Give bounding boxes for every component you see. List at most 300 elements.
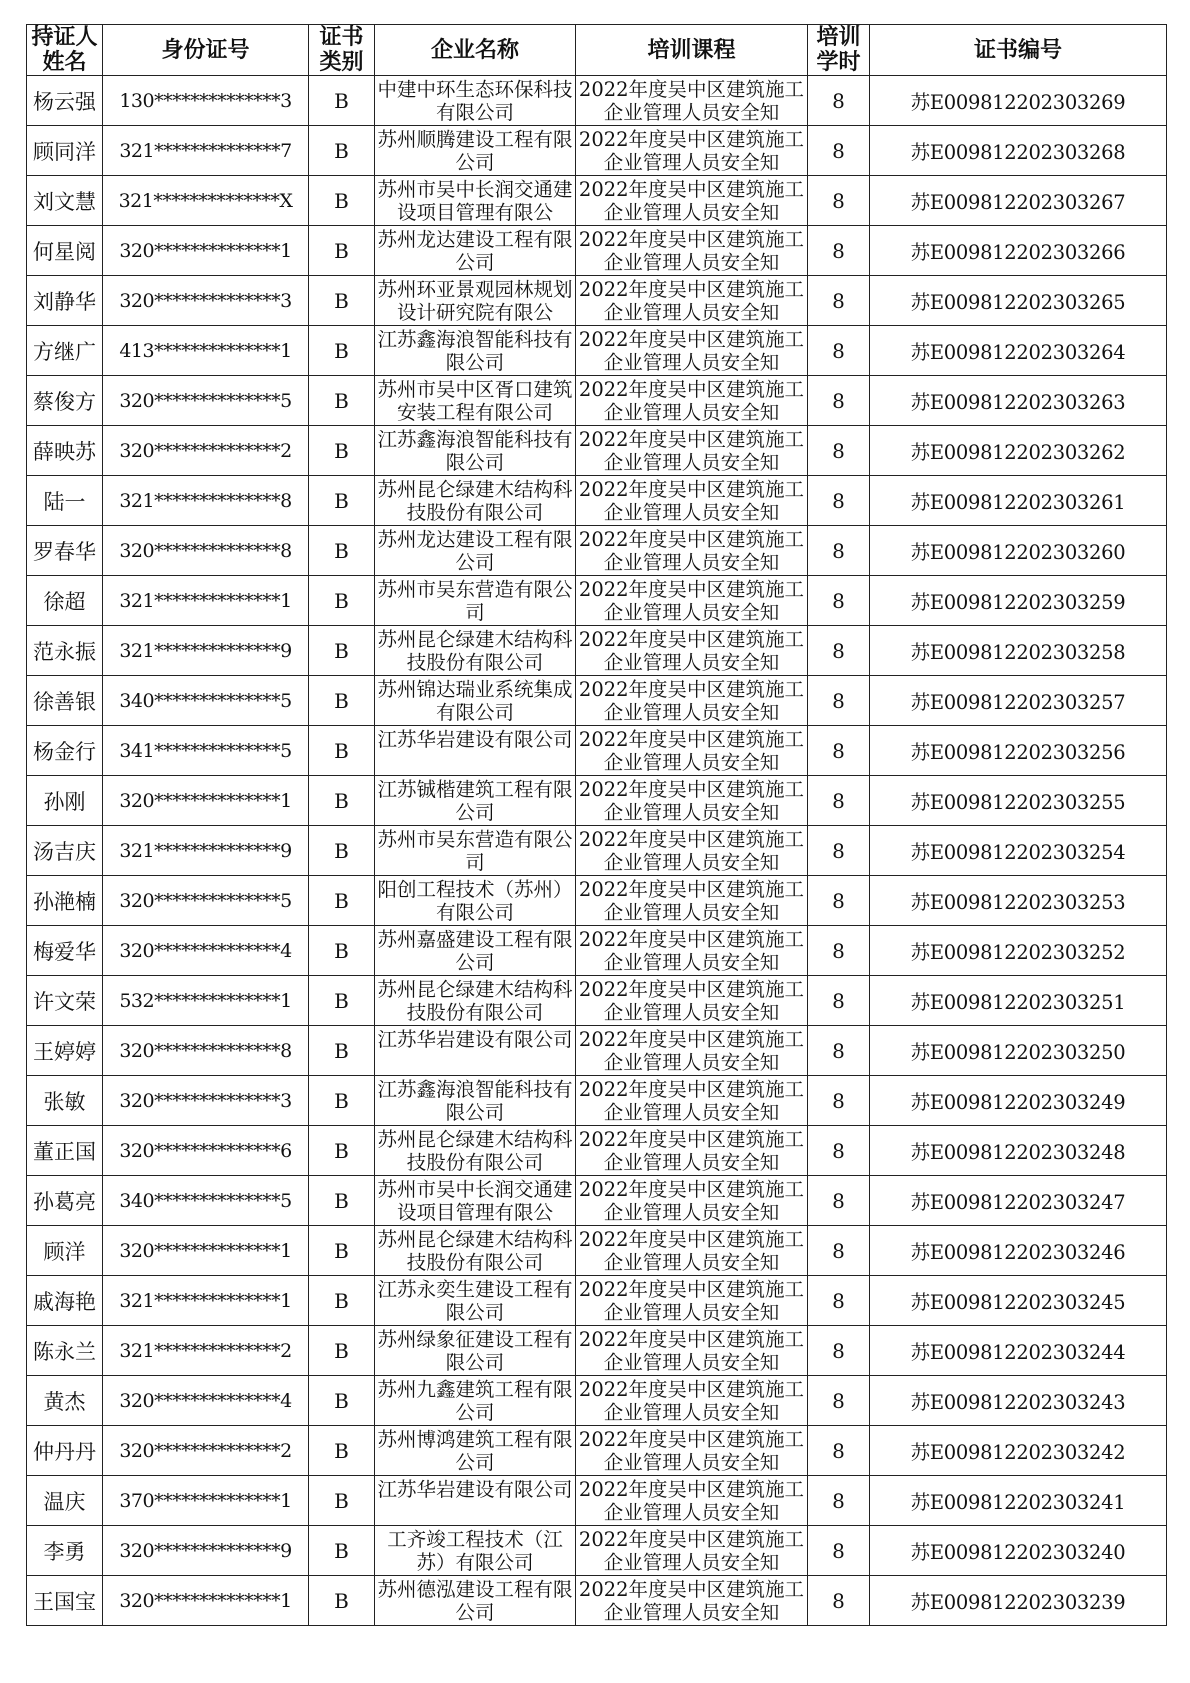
holder-name-cell: 何星阅: [27, 226, 103, 276]
company-cell: [375, 76, 576, 126]
cert-number-cell: 苏E009812202303250: [870, 1026, 1167, 1076]
company-cell: [375, 476, 576, 526]
holder-name-cell: 王国宝: [27, 1576, 103, 1626]
cert-type-cell: B: [309, 126, 375, 176]
hours-cell: 8: [808, 726, 870, 776]
header-cert-type: 证书类别: [309, 25, 375, 76]
company-cell-text: 苏州市吴东营造有限公司: [377, 827, 573, 874]
cert-number-cell: 苏E009812202303263: [870, 376, 1167, 426]
hours-cell: 8: [808, 926, 870, 976]
cert-type-cell: B: [309, 1076, 375, 1126]
cert-type-cell: B: [309, 1376, 375, 1426]
cert-number-cell: 苏E009812202303249: [870, 1076, 1167, 1126]
table-row: [27, 776, 1167, 826]
header-company: 企业名称: [375, 25, 576, 76]
company-cell: [375, 1426, 576, 1476]
course-cell-text: 2022年度吴中区建筑施工企业管理人员安全知: [578, 427, 805, 474]
id-number-cell: 321**************9: [103, 826, 309, 876]
company-cell-text: 苏州德泓建设工程有限公司: [377, 1577, 573, 1624]
cert-number-cell: 苏E009812202303242: [870, 1426, 1167, 1476]
hours-cell: 8: [808, 1226, 870, 1276]
hours-cell: 8: [808, 176, 870, 226]
hours-cell: 8: [808, 826, 870, 876]
cert-number-cell: 苏E009812202303258: [870, 626, 1167, 676]
company-cell-text: 江苏鑫海浪智能科技有限公司: [377, 327, 573, 374]
id-number-cell: 321**************7: [103, 126, 309, 176]
company-cell-text: 苏州环亚景观园林规划设计研究院有限公: [377, 277, 573, 324]
id-number-cell: 370**************1: [103, 1476, 309, 1526]
course-cell-text: 2022年度吴中区建筑施工企业管理人员安全知: [578, 727, 805, 774]
company-cell-text: 阳创工程技术（苏州）有限公司: [377, 877, 573, 924]
course-cell-text: 2022年度吴中区建筑施工企业管理人员安全知: [578, 1127, 805, 1174]
company-cell: [375, 326, 576, 376]
course-cell: [576, 976, 808, 1026]
company-cell-text: 苏州锦达瑞业系统集成有限公司: [377, 677, 573, 724]
hours-cell: 8: [808, 526, 870, 576]
course-cell-text: 2022年度吴中区建筑施工企业管理人员安全知: [578, 1477, 805, 1524]
course-cell: [576, 126, 808, 176]
cert-type-cell: B: [309, 226, 375, 276]
course-cell: [576, 1276, 808, 1326]
course-cell: [576, 526, 808, 576]
cert-number-cell: 苏E009812202303239: [870, 1576, 1167, 1626]
table-row: [27, 1176, 1167, 1226]
cert-type-cell: B: [309, 576, 375, 626]
cert-number-cell: 苏E009812202303253: [870, 876, 1167, 926]
company-cell-text: 苏州龙达建设工程有限公司: [377, 227, 573, 274]
hours-cell: 8: [808, 76, 870, 126]
header-course: 培训课程: [576, 25, 808, 76]
holder-name-cell: 张敏: [27, 1076, 103, 1126]
table-row: [27, 826, 1167, 876]
cert-number-cell: 苏E009812202303257: [870, 676, 1167, 726]
table-row: [27, 1426, 1167, 1476]
course-cell-text: 2022年度吴中区建筑施工企业管理人员安全知: [578, 1577, 805, 1624]
table-row: [27, 76, 1167, 126]
hours-cell: 8: [808, 1326, 870, 1376]
company-cell-text: 苏州嘉盛建设工程有限公司: [377, 927, 573, 974]
cert-number-cell: 苏E009812202303244: [870, 1326, 1167, 1376]
cert-number-cell: 苏E009812202303245: [870, 1276, 1167, 1326]
company-cell: [375, 1226, 576, 1276]
cert-type-cell: B: [309, 1176, 375, 1226]
cert-type-cell: B: [309, 476, 375, 526]
course-cell: [576, 1126, 808, 1176]
table-row: [27, 126, 1167, 176]
course-cell: [576, 376, 808, 426]
holder-name-cell: 刘文慧: [27, 176, 103, 226]
course-cell: [576, 626, 808, 676]
cert-type-cell: B: [309, 1226, 375, 1276]
company-cell: [375, 1526, 576, 1576]
id-number-cell: 320**************1: [103, 1576, 309, 1626]
id-number-cell: 130**************3: [103, 76, 309, 126]
holder-name-cell: 范永振: [27, 626, 103, 676]
company-cell-text: 苏州市吴中长润交通建设项目管理有限公: [377, 1177, 573, 1224]
table-row: [27, 676, 1167, 726]
id-number-cell: 413**************1: [103, 326, 309, 376]
holder-name-cell: 蔡俊方: [27, 376, 103, 426]
holder-name-cell: 温庆: [27, 1476, 103, 1526]
company-cell-text: 工齐竣工程技术（江苏）有限公司: [387, 1527, 563, 1574]
company-cell-text: 江苏华岩建设有限公司: [377, 1477, 573, 1501]
course-cell-text: 2022年度吴中区建筑施工企业管理人员安全知: [578, 1377, 805, 1424]
course-cell-text: 2022年度吴中区建筑施工企业管理人员安全知: [578, 1277, 805, 1324]
company-cell: [375, 976, 576, 1026]
table-row: [27, 1526, 1167, 1576]
hours-cell: 8: [808, 1376, 870, 1426]
course-cell: [576, 276, 808, 326]
company-cell: [375, 876, 576, 926]
company-cell: [375, 576, 576, 626]
company-cell-text: 江苏鑫海浪智能科技有限公司: [377, 1077, 573, 1124]
course-cell: [576, 1226, 808, 1276]
company-cell-text: 苏州市吴中区胥口建筑安装工程有限公司: [377, 377, 573, 424]
holder-name-cell: 董正国: [27, 1126, 103, 1176]
holder-name-cell: 黄杰: [27, 1376, 103, 1426]
course-cell-text: 2022年度吴中区建筑施工企业管理人员安全知: [578, 1427, 805, 1474]
company-cell: [375, 226, 576, 276]
cert-type-cell: B: [309, 1426, 375, 1476]
id-number-cell: 320**************2: [103, 1426, 309, 1476]
course-cell: [576, 876, 808, 926]
company-cell: [375, 176, 576, 226]
course-cell: [576, 726, 808, 776]
cert-number-cell: 苏E009812202303255: [870, 776, 1167, 826]
course-cell-text: 2022年度吴中区建筑施工企业管理人员安全知: [578, 1227, 805, 1274]
course-cell-text: 2022年度吴中区建筑施工企业管理人员安全知: [578, 1027, 805, 1074]
holder-name-cell: 杨金行: [27, 726, 103, 776]
cert-number-cell: 苏E009812202303264: [870, 326, 1167, 376]
company-cell: [375, 1076, 576, 1126]
cert-number-cell: 苏E009812202303246: [870, 1226, 1167, 1276]
cert-type-cell: B: [309, 626, 375, 676]
holder-name-cell: 许文荣: [27, 976, 103, 1026]
table-row: [27, 926, 1167, 976]
course-cell: [576, 926, 808, 976]
id-number-cell: 321**************1: [103, 1276, 309, 1326]
course-cell: [576, 1176, 808, 1226]
company-cell-text: 苏州市吴东营造有限公司: [377, 577, 573, 624]
company-cell: [375, 776, 576, 826]
company-cell: [375, 1326, 576, 1376]
table-row: [27, 1326, 1167, 1376]
table-row: [27, 276, 1167, 326]
id-number-cell: 320**************4: [103, 926, 309, 976]
hours-cell: 8: [808, 1576, 870, 1626]
course-cell-text: 2022年度吴中区建筑施工企业管理人员安全知: [578, 77, 805, 124]
course-cell: [576, 1526, 808, 1576]
course-cell-text: 2022年度吴中区建筑施工企业管理人员安全知: [578, 927, 805, 974]
id-number-cell: 321**************8: [103, 476, 309, 526]
id-number-cell: 532**************1: [103, 976, 309, 1026]
company-cell-text: 苏州顺腾建设工程有限公司: [377, 127, 573, 174]
cert-number-cell: 苏E009812202303254: [870, 826, 1167, 876]
cert-type-cell: B: [309, 676, 375, 726]
company-cell-text: 江苏鑫海浪智能科技有限公司: [377, 427, 573, 474]
table-row: [27, 626, 1167, 676]
holder-name-cell: 仲丹丹: [27, 1426, 103, 1476]
cert-type-cell: B: [309, 176, 375, 226]
course-cell-text: 2022年度吴中区建筑施工企业管理人员安全知: [578, 577, 805, 624]
hours-cell: 8: [808, 1426, 870, 1476]
cert-type-cell: B: [309, 276, 375, 326]
certificate-table: [26, 24, 1167, 1626]
hours-cell: 8: [808, 1076, 870, 1126]
company-cell: [375, 1126, 576, 1176]
company-cell: [375, 1576, 576, 1626]
hours-cell: 8: [808, 1126, 870, 1176]
id-number-cell: 320**************8: [103, 1026, 309, 1076]
cert-type-cell: B: [309, 76, 375, 126]
table-row: [27, 1126, 1167, 1176]
company-cell: [375, 1476, 576, 1526]
table-row: [27, 1576, 1167, 1626]
cert-number-cell: 苏E009812202303248: [870, 1126, 1167, 1176]
header-id-number: 身份证号: [103, 25, 309, 76]
id-number-cell: 320**************5: [103, 376, 309, 426]
hours-cell: 8: [808, 476, 870, 526]
course-cell-text: 2022年度吴中区建筑施工企业管理人员安全知: [578, 377, 805, 424]
company-cell-text: 苏州昆仑绿建木结构科技股份有限公司: [377, 1127, 573, 1174]
holder-name-cell: 孙葛亮: [27, 1176, 103, 1226]
id-number-cell: 320**************1: [103, 226, 309, 276]
table-row: [27, 1076, 1167, 1126]
course-cell-text: 2022年度吴中区建筑施工企业管理人员安全知: [578, 477, 805, 524]
holder-name-cell: 徐善银: [27, 676, 103, 726]
course-cell: [576, 1476, 808, 1526]
company-cell: [375, 926, 576, 976]
table-row: [27, 1276, 1167, 1326]
table-row: [27, 376, 1167, 426]
holder-name-cell: 杨云强: [27, 76, 103, 126]
course-cell-text: 2022年度吴中区建筑施工企业管理人员安全知: [578, 777, 805, 824]
company-cell: [375, 676, 576, 726]
cert-number-cell: 苏E009812202303251: [870, 976, 1167, 1026]
holder-name-cell: 顾洋: [27, 1226, 103, 1276]
id-number-cell: 320**************1: [103, 1226, 309, 1276]
holder-name-cell: 梅爱华: [27, 926, 103, 976]
cert-type-cell: B: [309, 1126, 375, 1176]
id-number-cell: 320**************8: [103, 526, 309, 576]
cert-number-cell: 苏E009812202303261: [870, 476, 1167, 526]
id-number-cell: 340**************5: [103, 676, 309, 726]
cert-number-cell: 苏E009812202303243: [870, 1376, 1167, 1426]
company-cell-text: 苏州昆仑绿建木结构科技股份有限公司: [377, 977, 573, 1024]
id-number-cell: 321**************X: [103, 176, 309, 226]
company-cell: [375, 1376, 576, 1426]
company-cell-text: 中建中环生态环保科技有限公司: [377, 77, 573, 124]
course-cell-text: 2022年度吴中区建筑施工企业管理人员安全知: [578, 127, 805, 174]
company-cell: [375, 126, 576, 176]
company-cell: [375, 726, 576, 776]
company-cell-text: 苏州龙达建设工程有限公司: [377, 527, 573, 574]
course-cell-text: 2022年度吴中区建筑施工企业管理人员安全知: [578, 277, 805, 324]
table-row: [27, 476, 1167, 526]
course-cell-text: 2022年度吴中区建筑施工企业管理人员安全知: [578, 1077, 805, 1124]
course-cell: [576, 776, 808, 826]
course-cell-text: 2022年度吴中区建筑施工企业管理人员安全知: [578, 1527, 805, 1574]
course-cell: [576, 576, 808, 626]
cert-type-cell: B: [309, 876, 375, 926]
cert-number-cell: 苏E009812202303267: [870, 176, 1167, 226]
table-row: [27, 326, 1167, 376]
table-row: [27, 1476, 1167, 1526]
cert-type-cell: B: [309, 1026, 375, 1076]
hours-cell: 8: [808, 126, 870, 176]
table-row: [27, 1376, 1167, 1426]
course-cell-text: 2022年度吴中区建筑施工企业管理人员安全知: [578, 977, 805, 1024]
table-row: [27, 1026, 1167, 1076]
cert-type-cell: B: [309, 826, 375, 876]
company-cell-text: 江苏华岩建设有限公司: [377, 727, 573, 751]
holder-name-cell: 汤吉庆: [27, 826, 103, 876]
table-row: [27, 426, 1167, 476]
cert-type-cell: B: [309, 1326, 375, 1376]
id-number-cell: 340**************5: [103, 1176, 309, 1226]
course-cell: [576, 1326, 808, 1376]
hours-cell: 8: [808, 876, 870, 926]
id-number-cell: 341**************5: [103, 726, 309, 776]
table-row: [27, 1226, 1167, 1276]
hours-cell: 8: [808, 1276, 870, 1326]
company-cell: [375, 1176, 576, 1226]
course-cell-text: 2022年度吴中区建筑施工企业管理人员安全知: [578, 1327, 805, 1374]
cert-type-cell: B: [309, 1276, 375, 1326]
cert-number-cell: 苏E009812202303260: [870, 526, 1167, 576]
hours-cell: 8: [808, 226, 870, 276]
hours-cell: 8: [808, 276, 870, 326]
hours-cell: 8: [808, 326, 870, 376]
table-row: [27, 576, 1167, 626]
holder-name-cell: 方继广: [27, 326, 103, 376]
course-cell: [576, 676, 808, 726]
company-cell: [375, 1026, 576, 1076]
hours-cell: 8: [808, 676, 870, 726]
cert-number-cell: 苏E009812202303269: [870, 76, 1167, 126]
course-cell-text: 2022年度吴中区建筑施工企业管理人员安全知: [578, 627, 805, 674]
course-cell-text: 2022年度吴中区建筑施工企业管理人员安全知: [578, 877, 805, 924]
id-number-cell: 320**************4: [103, 1376, 309, 1426]
holder-name-cell: 罗春华: [27, 526, 103, 576]
course-cell-text: 2022年度吴中区建筑施工企业管理人员安全知: [578, 677, 805, 724]
cert-number-cell: 苏E009812202303262: [870, 426, 1167, 476]
cert-type-cell: B: [309, 426, 375, 476]
hours-cell: 8: [808, 626, 870, 676]
course-cell-text: 2022年度吴中区建筑施工企业管理人员安全知: [578, 1177, 805, 1224]
course-cell-text: 2022年度吴中区建筑施工企业管理人员安全知: [578, 177, 805, 224]
id-number-cell: 320**************2: [103, 426, 309, 476]
course-cell: [576, 76, 808, 126]
company-cell-text: 苏州昆仑绿建木结构科技股份有限公司: [377, 627, 573, 674]
cert-number-cell: 苏E009812202303252: [870, 926, 1167, 976]
course-cell: [576, 1026, 808, 1076]
holder-name-cell: 戚海艳: [27, 1276, 103, 1326]
hours-cell: 8: [808, 376, 870, 426]
holder-name-cell: 王婷婷: [27, 1026, 103, 1076]
table-row: [27, 876, 1167, 926]
cert-type-cell: B: [309, 326, 375, 376]
id-number-cell: 320**************1: [103, 776, 309, 826]
company-cell: [375, 1276, 576, 1326]
company-cell: [375, 826, 576, 876]
id-number-cell: 321**************2: [103, 1326, 309, 1376]
cert-type-cell: B: [309, 1476, 375, 1526]
hours-cell: 8: [808, 776, 870, 826]
cert-type-cell: B: [309, 976, 375, 1026]
hours-cell: 8: [808, 1026, 870, 1076]
header-row: [27, 25, 1167, 76]
table-row: [27, 226, 1167, 276]
company-cell-text: 苏州昆仑绿建木结构科技股份有限公司: [377, 477, 573, 524]
header-hours: 培训学时: [808, 25, 870, 76]
course-cell: [576, 226, 808, 276]
table-row: [27, 526, 1167, 576]
id-number-cell: 320**************5: [103, 876, 309, 926]
cert-number-cell: 苏E009812202303247: [870, 1176, 1167, 1226]
cert-number-cell: 苏E009812202303268: [870, 126, 1167, 176]
course-cell: [576, 1076, 808, 1126]
table-row: [27, 176, 1167, 226]
company-cell-text: 苏州博鸿建筑工程有限公司: [377, 1427, 573, 1474]
id-number-cell: 320**************3: [103, 276, 309, 326]
company-cell-text: 苏州九鑫建筑工程有限公司: [377, 1377, 573, 1424]
company-cell: [375, 626, 576, 676]
cert-number-cell: 苏E009812202303241: [870, 1476, 1167, 1526]
course-cell: [576, 1426, 808, 1476]
company-cell: [375, 276, 576, 326]
holder-name-cell: 陈永兰: [27, 1326, 103, 1376]
company-cell-text: 江苏华岩建设有限公司: [377, 1027, 573, 1051]
cert-type-cell: B: [309, 776, 375, 826]
holder-name-cell: 徐超: [27, 576, 103, 626]
holder-name-cell: 陆一: [27, 476, 103, 526]
id-number-cell: 321**************1: [103, 576, 309, 626]
id-number-cell: 320**************9: [103, 1526, 309, 1576]
course-cell: [576, 826, 808, 876]
header-holder-name: 持证人姓名: [27, 25, 103, 76]
cert-number-cell: 苏E009812202303259: [870, 576, 1167, 626]
id-number-cell: 321**************9: [103, 626, 309, 676]
id-number-cell: 320**************6: [103, 1126, 309, 1176]
course-cell: [576, 1376, 808, 1426]
course-cell-text: 2022年度吴中区建筑施工企业管理人员安全知: [578, 827, 805, 874]
cert-type-cell: B: [309, 1526, 375, 1576]
course-cell: [576, 1576, 808, 1626]
company-cell: [375, 526, 576, 576]
holder-name-cell: 刘静华: [27, 276, 103, 326]
hours-cell: 8: [808, 1476, 870, 1526]
hours-cell: 8: [808, 976, 870, 1026]
holder-name-cell: 孙滟楠: [27, 876, 103, 926]
course-cell-text: 2022年度吴中区建筑施工企业管理人员安全知: [578, 527, 805, 574]
cert-type-cell: B: [309, 376, 375, 426]
table-row: [27, 976, 1167, 1026]
company-cell: [375, 376, 576, 426]
course-cell: [576, 176, 808, 226]
course-cell-text: 2022年度吴中区建筑施工企业管理人员安全知: [578, 327, 805, 374]
cert-type-cell: B: [309, 726, 375, 776]
hours-cell: 8: [808, 1526, 870, 1576]
company-cell-text: 苏州昆仑绿建木结构科技股份有限公司: [377, 1227, 573, 1274]
company-cell-text: 江苏永奕生建设工程有限公司: [377, 1277, 573, 1324]
cert-number-cell: 苏E009812202303256: [870, 726, 1167, 776]
cert-type-cell: B: [309, 526, 375, 576]
holder-name-cell: 顾同洋: [27, 126, 103, 176]
company-cell-text: 江苏铖楷建筑工程有限公司: [377, 777, 573, 824]
hours-cell: 8: [808, 1176, 870, 1226]
company-cell-text: 苏州绿象征建设工程有限公司: [377, 1327, 573, 1374]
